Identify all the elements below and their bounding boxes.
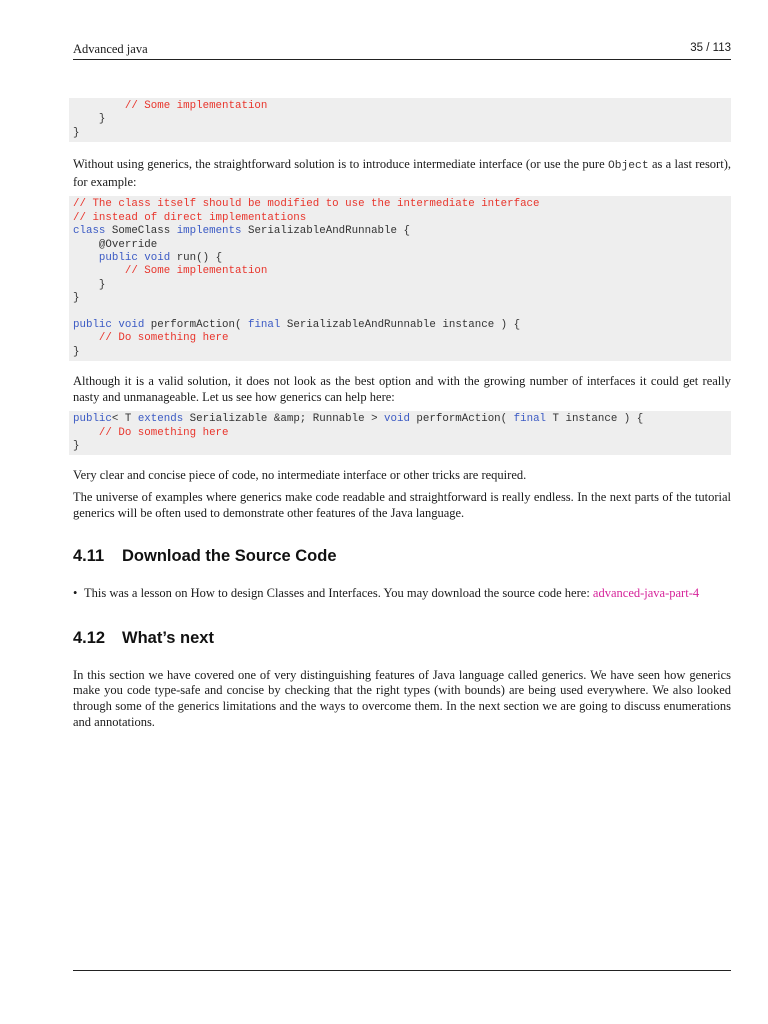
code-keyword: void <box>144 251 171 264</box>
code-text: performAction( <box>144 318 248 331</box>
code-comment: // Do something here <box>98 332 229 345</box>
code-line <box>73 292 731 305</box>
code-keyword: final <box>247 318 281 331</box>
code-text: performAction( <box>409 413 514 426</box>
code-line <box>73 346 731 359</box>
code-comment: // The class itself should be modified to use the intermediate interface <box>73 198 540 211</box>
paragraph-1-text-b: as a last resort), for example: <box>73 157 731 189</box>
code-comment: // Do something here <box>98 426 229 439</box>
code-keyword: extends <box>137 413 184 426</box>
code-text <box>73 252 99 264</box>
code-text <box>73 100 125 112</box>
code-keyword: void <box>118 318 145 331</box>
code-keyword: void <box>384 413 410 426</box>
code-line <box>73 198 731 211</box>
code-text: } <box>73 292 80 305</box>
code-line <box>73 127 731 140</box>
paragraph-1-text-a: Without using generics, the straightforward solution is to introduce intermediate interface (or use the pure <box>73 157 608 172</box>
code-block-1 <box>69 98 731 142</box>
paragraph-4: The universe of examples where generics make code readable and straightforward is really endless. In the next parts of the tutorial generics will be often used to demonstrate other features of the Java language. <box>73 490 731 520</box>
section-title: Download the Source Code <box>122 547 337 566</box>
paragraph-1 <box>73 157 731 190</box>
paragraph-5: In this section we have covered one of very distinguishing features of Java language called generics. We have seen how generics make you code type-safe and concise by checking that the right types (with bounds) are being used everywhere. We also looked through some of the generics limitations and the ways to overcome them. In the next section we are going to discuss enumerations and annotations. <box>73 667 731 729</box>
page-number: 35 / 113 <box>690 42 731 54</box>
list-item <box>73 586 731 602</box>
code-text <box>73 265 125 277</box>
code-text: } <box>73 113 106 126</box>
code-block-2 <box>69 196 731 361</box>
code-line <box>73 252 731 265</box>
code-text: T instance ) { <box>546 413 644 426</box>
code-text: } <box>73 440 80 453</box>
code-text: < T <box>111 413 138 426</box>
code-line <box>73 239 731 252</box>
code-line <box>73 265 731 278</box>
code-text: SerializableAndRunnable instance ) { <box>280 318 521 331</box>
document-title: Advanced java <box>73 42 148 56</box>
section-heading-download <box>73 547 731 566</box>
code-text: SomeClass <box>105 225 177 238</box>
code-text <box>73 332 99 344</box>
code-text <box>73 427 99 439</box>
code-keyword: public <box>73 413 112 426</box>
code-text: run() { <box>170 251 223 264</box>
code-comment: // Some implementation <box>124 100 268 112</box>
code-text: } <box>73 278 106 291</box>
code-line <box>73 225 731 238</box>
code-line <box>73 319 731 332</box>
code-line <box>73 440 731 453</box>
code-line <box>73 332 731 345</box>
code-keyword: public <box>73 318 112 331</box>
section-title: What’s next <box>122 628 214 647</box>
code-keyword: implements <box>176 225 242 238</box>
code-keyword: public <box>98 251 138 264</box>
list-item-text: This was a lesson on How to design Classes and Interfaces. You may download the source code here: <box>84 586 593 601</box>
code-keyword: final <box>513 413 547 426</box>
code-line <box>73 427 731 440</box>
code-keyword: class <box>73 225 106 238</box>
code-text: } <box>73 345 80 358</box>
paragraph-2: Although it is a valid solution, it does not look as the best option and with the growing number of interfaces it could get really nasty and unmanageable. Let us see how generics can help here: <box>73 374 731 404</box>
section-number: 4.12 <box>73 628 106 647</box>
code-block-3 <box>69 411 731 455</box>
code-line <box>73 113 731 126</box>
code-comment: // Some implementation <box>124 265 268 278</box>
footer-rule <box>73 970 731 971</box>
code-text: Serializable &amp; Runnable > <box>183 413 385 426</box>
code-line <box>73 413 731 426</box>
code-line <box>73 305 731 318</box>
bullet-icon: • <box>73 586 78 601</box>
code-line <box>73 279 731 292</box>
code-line <box>73 212 731 225</box>
code-line <box>73 100 731 113</box>
download-link[interactable]: advanced-java-part-4 <box>592 586 700 601</box>
page-header <box>73 42 731 60</box>
code-text: SerializableAndRunnable { <box>241 225 410 238</box>
code-text: @Override <box>73 238 158 251</box>
section-heading-whats-next <box>73 629 731 648</box>
code-comment: // instead of direct implementations <box>73 211 307 224</box>
section-number: 4.11 <box>73 547 105 566</box>
paragraph-3: Very clear and concise piece of code, no intermediate interface or other tricks are required. <box>73 468 527 483</box>
page-content <box>73 96 731 730</box>
code-text: } <box>73 126 80 139</box>
inline-code-object: Object <box>607 160 649 173</box>
